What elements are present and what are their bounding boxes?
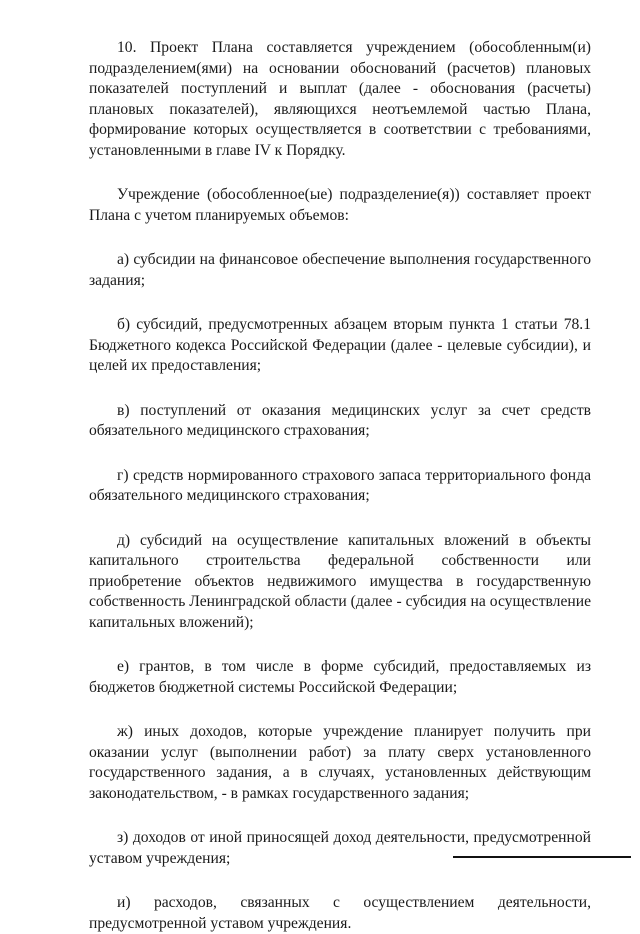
list-item-zh: ж) иных доходов, которые учреждение планирует получить при оказании услуг (выполнении работ) за плату сверх установленного государственного задания, а в случаях, установленных действующим законодательством, - в рамках государственного задания; <box>89 723 591 802</box>
list-item-z: з) доходов от иной приносящей доход деятельности, предусмотренной уставом учреждения; <box>89 829 591 867</box>
paragraph-10: 10. Проект Плана составляется учреждением (обособленным(и) подразделением(ями) на основании обоснований (расчетов) плановых показателей поступлений и выплат (далее - обоснования (расчеты) плановых показателей), являющихся неотъемлемой частью Плана, формирование которых осуществляется в соответствии с требованиями, установленными в главе IV к Порядку. <box>89 39 591 159</box>
footer-rule <box>453 856 631 858</box>
list-item-e: е) грантов, в том числе в форме субсидий, предоставляемых из бюджетов бюджетной системы Российской Федерации; <box>89 658 591 696</box>
list-item-b: б) субсидий, предусмотренных абзацем вторым пункта 1 статьи 78.1 Бюджетного кодекса Российской Федерации (далее - целевые субсидии), и целей их предоставления; <box>89 316 591 374</box>
list-item-d: д) субсидий на осуществление капитальных вложений в объекты капитального строительства федеральной собственности или приобретение объектов недвижимого имущества в государственную собственность Ленинградской области (далее - субсидия на осуществление капитальных вложений); <box>89 531 591 631</box>
paragraph-intro: Учреждение (обособленное(ые) подразделение(я)) составляет проект Плана с учетом планируемых объемов: <box>89 186 591 224</box>
document-body <box>89 38 591 934</box>
list-item-v: в) поступлений от оказания медицинских услуг за счет средств обязательного медицинского страхования; <box>89 401 591 439</box>
list-item-i: и) расходов, связанных с осуществлением деятельности, предусмотренной уставом учреждения. <box>89 894 591 932</box>
list-item-a: а) субсидии на финансовое обеспечение выполнения государственного задания; <box>89 251 591 289</box>
list-item-g: г) средств нормированного страхового запаса территориального фонда обязательного медицинского страхования; <box>89 466 591 504</box>
